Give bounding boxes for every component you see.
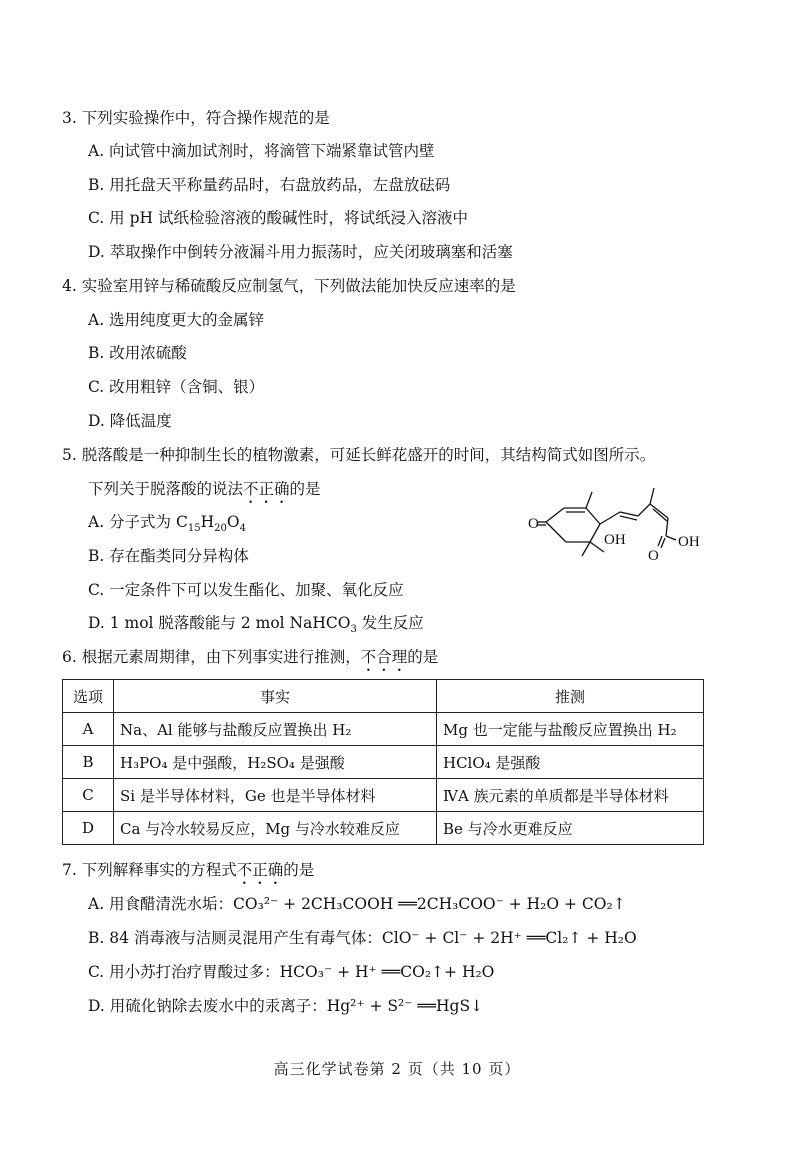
q5-d-post: 发生反应 [356, 614, 424, 632]
q5-a-sub1: 15 [187, 523, 201, 535]
q4-option-d: D. 降低温度 [88, 412, 172, 430]
q7-option-d: D. 用硫化钠除去废水中的汞离子：Hg²⁺ + S²⁻ ══HgS↓ [88, 997, 484, 1015]
periodic-law-table [62, 679, 704, 845]
q7-emphasis: 不正确 [236, 861, 284, 879]
table-header-fact: 事实 [114, 680, 437, 713]
page-footer: 高三化学试卷第 2 页（共 10 页） [273, 1060, 521, 1078]
table-header-guess: 推测 [437, 680, 704, 713]
row-fact: Si 是半导体材料，Ge 也是半导体材料 [114, 779, 437, 812]
row-guess: Mg 也一定能与盐酸反应置换出 H₂ [437, 713, 704, 746]
q5-line2-post: 的是 [289, 480, 321, 498]
row-guess: HClO₄ 是强酸 [437, 746, 704, 779]
row-fact: Na、Al 能够与盐酸反应置换出 H₂ [114, 713, 437, 746]
row-option: C [63, 779, 114, 812]
q3-option-c: C. 用 pH 试纸检验溶液的酸碱性时，将试纸浸入溶液中 [88, 209, 468, 227]
q5-a-sub2: 20 [214, 523, 227, 535]
q5-a-text: A. 分子式为 C [88, 513, 188, 531]
table-header-row [63, 680, 704, 713]
q5-option-d [88, 613, 424, 636]
row-fact: Ca 与冷水较易反应，Mg 与冷水较难反应 [114, 812, 437, 845]
q7-stem [62, 860, 314, 888]
q5-option-c: C. 一定条件下可以发生酯化、加聚、氧化反应 [88, 581, 404, 599]
q5-a-h: H [200, 513, 215, 531]
q4-option-b: B. 改用浓硫酸 [88, 344, 187, 362]
q5-emphasis: 不正确 [243, 480, 290, 498]
table-row [63, 812, 704, 845]
q7-option-a: A. 用食醋清洗水垢：CO₃²⁻ + 2CH₃COOH ══2CH₃COO⁻ + H₂O + CO₂↑ [88, 895, 626, 913]
q7-stem-pre: 7. 下列解释事实的方程式 [62, 861, 237, 879]
row-fact: H₃PO₄ 是中强酸，H₂SO₄ 是强酸 [114, 746, 437, 779]
row-guess: ⅣA 族元素的单质都是半导体材料 [437, 779, 704, 812]
q5-d-text: D. 1 mol 脱落酸能与 2 mol NaHCO [88, 614, 351, 632]
q4-option-a: A. 选用纯度更大的金属锌 [88, 311, 265, 329]
q4-option-c: C. 改用粗锌（含铜、银） [88, 378, 265, 396]
q3-option-d: D. 萃取操作中倒转分液漏斗用力振荡时，应关闭玻璃塞和活塞 [88, 243, 513, 261]
row-option: A [63, 713, 114, 746]
table-row [63, 713, 704, 746]
q6-emphasis: 不合理 [360, 648, 408, 666]
q6-stem-pre: 6. 根据元素周期律，由下列事实进行推测， [62, 648, 361, 666]
mol-hydroxyl: OH [604, 532, 626, 548]
q5-stem: 5. 脱落酸是一种抑制生长的植物激素，可延长鲜花盛开的时间，其结构简式如图所示。 [62, 446, 656, 464]
mol-ketone-o: O [528, 516, 539, 532]
table-header-option: 选项 [63, 680, 114, 713]
table-row [63, 779, 704, 812]
q5-a-sub3: 4 [239, 523, 246, 535]
q5-line2-pre: 下列关于脱落酸的说法 [88, 480, 244, 498]
q3-option-a: A. 向试管中滴加试剂时，将滴管下端紧靠试管内壁 [88, 142, 435, 160]
q5-d-sub: 3 [350, 624, 357, 636]
abscisic-acid-structure [528, 478, 708, 568]
q3-option-b: B. 用托盘天平称量药品时，右盘放药品，左盘放砝码 [88, 176, 451, 194]
q5-option-a [88, 512, 246, 535]
q3-stem: 3. 下列实验操作中，符合操作规范的是 [62, 109, 330, 127]
row-guess: Be 与冷水更难反应 [437, 812, 704, 845]
q5-option-b: B. 存在酯类同分异构体 [88, 547, 249, 565]
table-row [63, 746, 704, 779]
mol-acid-oh: OH [678, 534, 700, 550]
q5-stem-line2 [88, 479, 321, 507]
q5-a-o: O [226, 513, 240, 531]
q7-option-c: C. 用小苏打治疗胃酸过多：HCO₃⁻ + H⁺ ══CO₂↑+ H₂O [88, 963, 495, 981]
row-option: D [63, 812, 114, 845]
q4-stem: 4. 实验室用锌与稀硫酸反应制氢气，下列做法能加快反应速率的是 [62, 277, 516, 295]
row-option: B [63, 746, 114, 779]
q7-stem-post: 的是 [283, 861, 315, 879]
q7-option-b: B. 84 消毒液与洁厕灵混用产生有毒气体：ClO⁻ + Cl⁻ + 2H⁺ ══Cl₂↑ + H₂O [88, 929, 637, 947]
q6-stem [62, 647, 438, 675]
q6-stem-post: 的是 [407, 648, 439, 666]
mol-carbonyl-o: O [648, 548, 659, 564]
